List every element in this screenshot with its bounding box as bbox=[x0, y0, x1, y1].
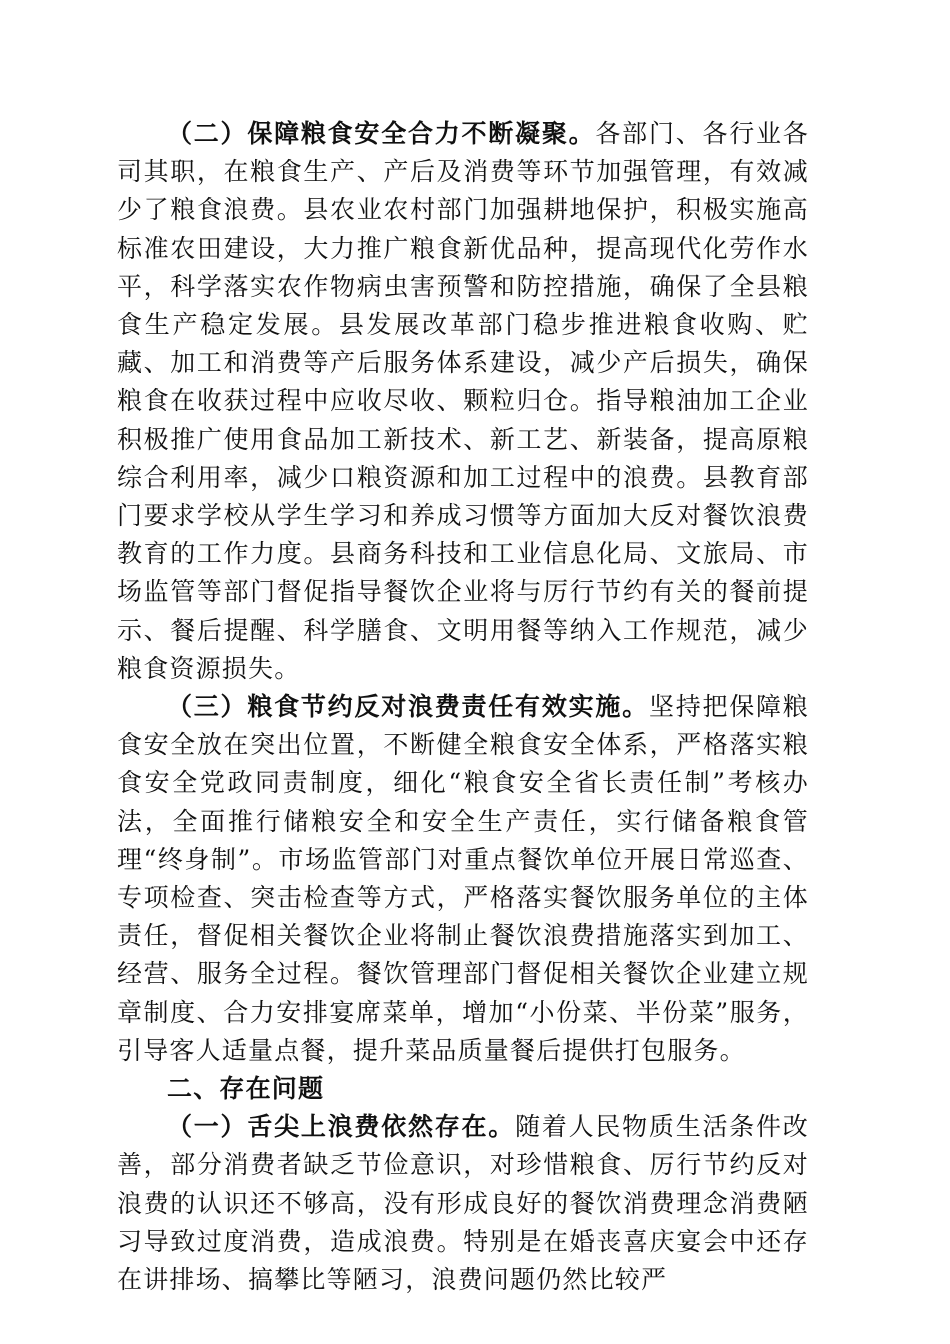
paragraph-3-lead: （三）粮食节约反对浪费责任有效实施。 bbox=[167, 692, 649, 722]
paragraph-problem-1-lead: （一）舌尖上浪费依然存在。 bbox=[167, 1112, 516, 1142]
document-body bbox=[117, 115, 809, 1299]
paragraph-3-text: 坚持把保障粮食安全放在突出位置，不断健全粮食安全体系，严格落实粮食安全党政同责制度，细化“粮食安全省长责任制”考核办法，全面推行储粮安全和安全生产责任，实行储备粮食管理“终身制”。市场监管部门对重点餐饮单位开展日常巡查、专项检查、突击检查等方式，严格落实餐饮服务单位的主体责任，督促相关餐饮企业将制止餐饮浪费措施落实到加工、经营、服务全过程。餐饮管理部门督促相关餐饮企业建立规章制度、合力安排宴席菜单，增加“小份菜、半份菜”服务，引导客人适量点餐，提升菜品质量餐后提供打包服务。 bbox=[117, 692, 810, 1065]
paragraph-problem-1 bbox=[117, 1108, 809, 1299]
paragraph-2-text: 各部门、各行业各司其职，在粮食生产、产后及消费等环节加强管理，有效减少了粮食浪费。县农业农村部门加强耕地保护，积极实施高标准农田建设，大力推广粮食新优品种，提高现代化劳作水平，科学落实农作物病虫害预警和防控措施，确保了全县粮食生产稳定发展。县发展改革部门稳步推进粮食收购、贮藏、加工和消费等产后服务体系建设，减少产后损失，确保粮食在收获过程中应收尽收、颗粒归仓。指导粮油加工企业积极推广使用食品加工新技术、新工艺、新装备，提高原粮综合利用率，减少口粮资源和加工过程中的浪费。县教育部门要求学校从学生学习和养成习惯等方面加大反对餐饮浪费教育的工作力度。县商务科技和工业信息化局、文旅局、市场监管等部门督促指导餐饮企业将与厉行节约有关的餐前提示、餐后提醒、科学膳食、文明用餐等纳入工作规范，减少粮食资源损失。 bbox=[117, 119, 810, 683]
paragraph-2-lead: （二）保障粮食安全合力不断凝聚。 bbox=[167, 119, 596, 148]
paragraph-problem-1-text: 随着人民物质生活条件改善，部分消费者缺乏节俭意识，对珍惜粮食、厉行节约反对浪费的认识还不够高，没有形成良好的餐饮消费理念消费陋习导致过度消费，造成浪费。特别是在婚丧喜庆宴会中还存在讲排场、搞攀比等陋习，浪费问题仍然比较严 bbox=[117, 1112, 809, 1295]
section-heading: 二、存在问题 bbox=[167, 1074, 325, 1104]
paragraph-3 bbox=[117, 688, 809, 1070]
paragraph-2 bbox=[117, 115, 809, 688]
